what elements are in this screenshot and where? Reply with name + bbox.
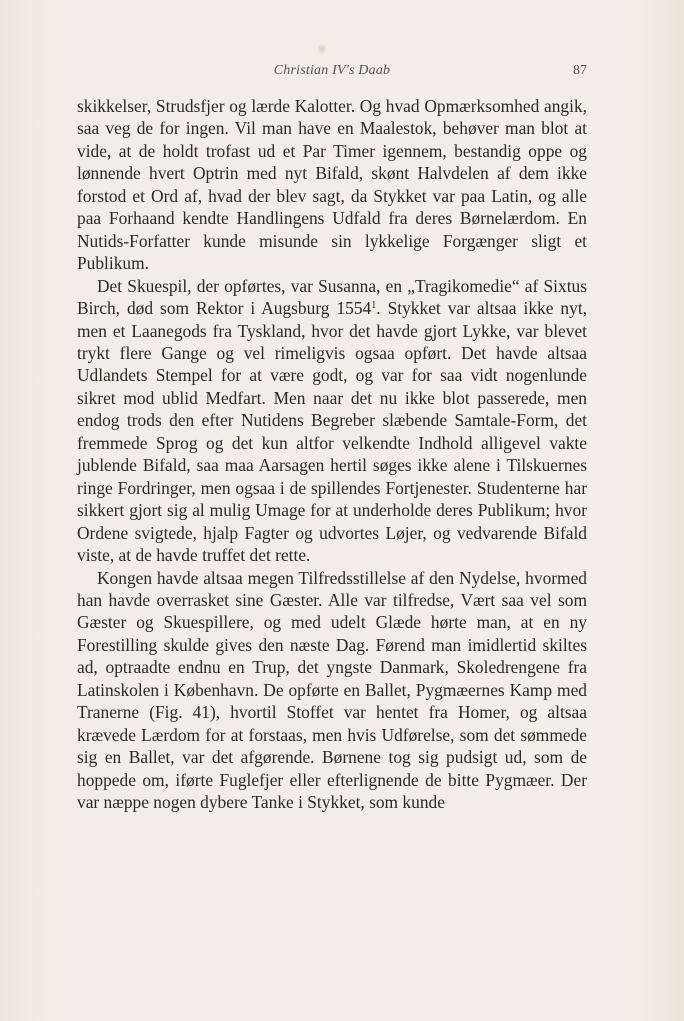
footnote-mark: 1 (371, 300, 377, 312)
text-body (77, 95, 587, 814)
paragraph-1: skikkelser, Strudsfjer og lærde Kalotter. Og hvad Opmærksomhed angik, saa veg de for ingen. Vil man have en Maalestok, behøver man blot at vide, at de holdt trofast ud et Par Timer igennem, bestandig oppe og lønnende hvert Optrin med nyt Bifald, skønt Halvdelen af dem ikke forstod et Ord af, hvad der blev sagt, da Stykket var paa Latin, og alle paa Forhaand kendte Handlingens Udfald fra deres Børnelærdom. En Nutids-Forfatter kunde misunde sin lykkelige Forgænger sligt et Publikum. (77, 96, 587, 274)
paragraph-2 (77, 275, 587, 567)
page-number: 87 (573, 63, 587, 78)
paragraph-3: Kongen havde altsaa megen Tilfredsstillelse af den Nydelse, hvormed han havde overrasket sine Gæster. Alle var tilfredse, Vært saa vel som Gæster og Skuespillere, og med udelt Glæde hørte man, at en ny Forestilling skulde gives den næste Dag. Førend man imidlertid skiltes ad, optraadte endnu en Trup, det yngste Danmark, Skoledrengene fra Latinskolen i København. De opførte en Ballet, Pygmæernes Kamp med Tranerne (Fig. 41), hvortil Stoffet var hentet fra Homer, og altsaa krævede Lærdom for at forstaas, men hvis Udførelse, som det sømmede sig en Ballet, var det afgørende. Børnene tog sig pudsigt ud, som de hoppede om, iførte Fuglefjer eller efterlignende de bitte Pygmæer. Der var næppe nogen dybere Tanke i Stykket, som kunde (77, 567, 587, 813)
paragraph-2-part-2: . Stykket var altsaa ikke nyt, men et Laanegods fra Tyskland, hvor det havde gjort Lykke, var blevet trykt flere Gange og vel rimeligvis ogsaa opført. Det havde altsaa Udlandets Stempel for at være godt, og var for saa vidt nogenlunde sikret mod ublid Medfart. Men naar det nu ikke blot passerede, men endog trods den efter Nutidens Begreber slæbende Samtale-Form, det fremmede Sprog og det kun altfor velkendte Indhold alligevel vakte jublende Bifald, saa maa Aarsagen hertil søges ikke alene i Tilskuernes ringe Fordringer, men ogsaa i de spillendes Fortjenester. Studenterne har sikkert gjort sig al mulig Umage for at underholde deres Publikum; hvor Ordene svigtede, hjalp Fagter og udvortes Løjer, og vedvarende Bifald viste, at de havde truffet det rette. (77, 298, 587, 566)
paragraph-2-part-1: Det Skuespil, der opførtes, var Susanna, en „Tragikomedie“ af Sixtus Birch, død som Rektor i Augsburg 1554 (77, 275, 587, 319)
running-head (77, 63, 587, 83)
running-title: Christian IV's Daab (273, 63, 391, 78)
ink-blot (318, 42, 326, 56)
